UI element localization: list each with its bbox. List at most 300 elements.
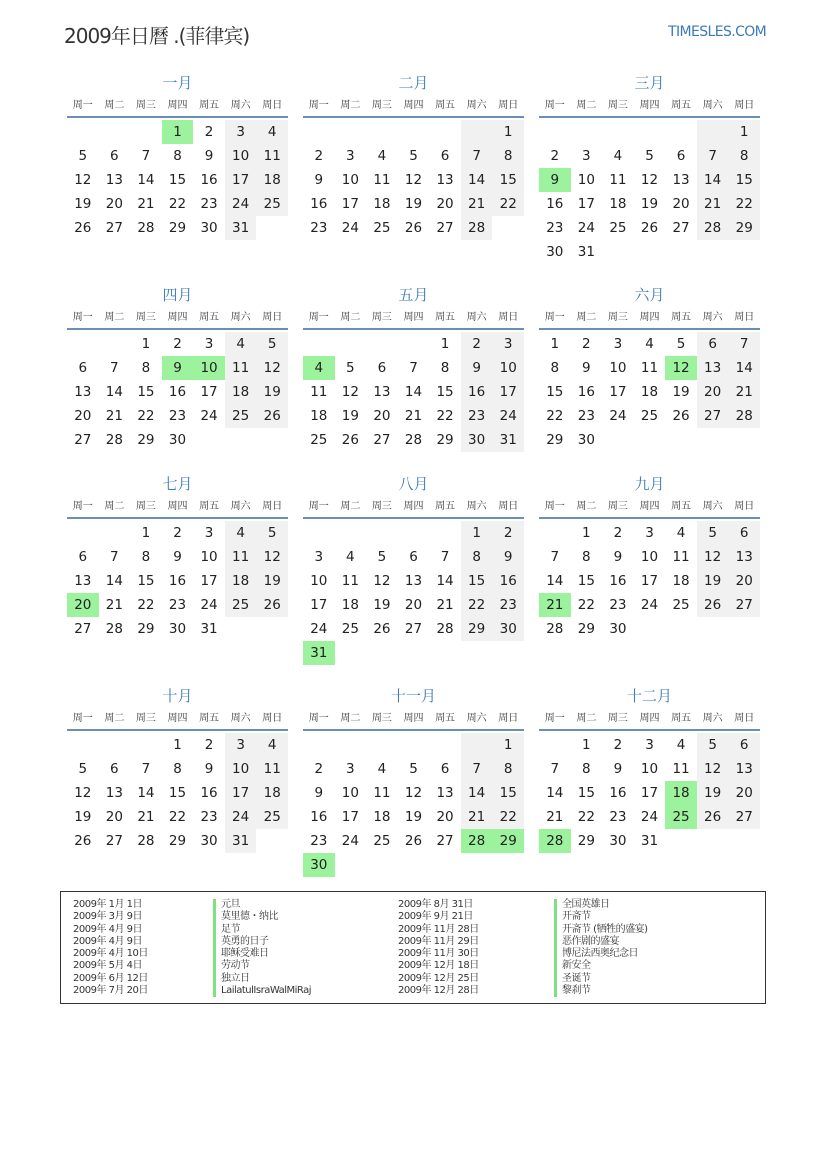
day-cell[interactable]: 6: [78, 549, 88, 565]
day-cell[interactable]: 28: [461, 216, 493, 240]
day-cell[interactable]: 12: [74, 785, 92, 801]
day-cell[interactable]: 9: [582, 360, 591, 376]
day-cell[interactable]: 17: [341, 809, 359, 825]
day-cell[interactable]: 24: [200, 408, 218, 424]
day-cell[interactable]: 28: [539, 829, 571, 853]
day-cell[interactable]: 20: [728, 781, 760, 805]
day-cell[interactable]: 17: [640, 573, 659, 589]
day-cell[interactable]: 7: [141, 761, 151, 777]
day-cell[interactable]: 29: [461, 617, 493, 641]
day-cell[interactable]: 8: [461, 545, 493, 569]
day-cell[interactable]: 30: [168, 621, 187, 637]
day-cell[interactable]: 8: [492, 144, 524, 168]
day-cell[interactable]: 11: [256, 144, 288, 168]
day-cell[interactable]: 21: [137, 196, 155, 212]
day-cell[interactable]: 10: [310, 573, 328, 589]
day-cell[interactable]: 4: [676, 525, 686, 541]
day-cell[interactable]: 2: [204, 124, 214, 140]
day-cell[interactable]: 25: [609, 220, 627, 236]
day-cell[interactable]: 17: [225, 168, 257, 192]
day-cell[interactable]: 26: [74, 833, 92, 849]
day-cell[interactable]: 6: [110, 148, 119, 164]
day-cell[interactable]: 11: [373, 172, 391, 188]
day-cell[interactable]: 16: [168, 573, 187, 589]
day-cell[interactable]: 2: [550, 148, 560, 164]
day-cell[interactable]: 13: [373, 384, 391, 400]
day-cell[interactable]: 12: [341, 384, 359, 400]
day-cell[interactable]: 21: [137, 809, 155, 825]
day-cell[interactable]: 15: [577, 785, 595, 801]
day-cell[interactable]: 4: [377, 148, 387, 164]
day-cell[interactable]: 7: [110, 549, 119, 565]
day-cell[interactable]: 15: [168, 172, 187, 188]
day-cell[interactable]: 29: [492, 829, 524, 853]
day-cell[interactable]: 17: [200, 573, 218, 589]
day-cell[interactable]: 8: [550, 360, 560, 376]
day-cell[interactable]: 7: [461, 144, 493, 168]
day-cell[interactable]: 7: [728, 332, 760, 356]
day-cell[interactable]: 10: [609, 360, 627, 376]
day-cell[interactable]: 14: [105, 384, 123, 400]
day-cell[interactable]: 3: [582, 148, 591, 164]
day-cell[interactable]: 5: [78, 148, 88, 164]
day-cell[interactable]: 14: [461, 781, 493, 805]
day-cell[interactable]: 3: [645, 525, 654, 541]
day-cell[interactable]: 13: [74, 384, 92, 400]
day-cell[interactable]: 7: [440, 549, 450, 565]
day-cell[interactable]: 18: [373, 196, 391, 212]
day-cell[interactable]: 16: [200, 172, 218, 188]
day-cell[interactable]: 19: [404, 809, 423, 825]
day-cell[interactable]: 14: [546, 573, 564, 589]
day-cell[interactable]: 24: [225, 805, 257, 829]
day-cell[interactable]: 14: [436, 573, 454, 589]
day-cell[interactable]: 3: [225, 733, 257, 757]
day-cell[interactable]: 12: [697, 545, 729, 569]
day-cell[interactable]: 13: [436, 785, 454, 801]
day-cell[interactable]: 6: [676, 148, 686, 164]
day-cell[interactable]: 22: [728, 192, 760, 216]
day-cell[interactable]: 8: [582, 761, 591, 777]
day-cell[interactable]: 25: [672, 597, 690, 613]
day-cell[interactable]: 21: [105, 408, 123, 424]
day-cell[interactable]: 12: [373, 573, 391, 589]
day-cell[interactable]: 30: [200, 833, 218, 849]
day-cell[interactable]: 24: [341, 833, 359, 849]
day-cell[interactable]: 5: [697, 733, 729, 757]
day-cell[interactable]: 26: [341, 432, 359, 448]
day-cell[interactable]: 14: [697, 168, 729, 192]
day-cell[interactable]: 23: [461, 404, 493, 428]
day-cell[interactable]: 29: [577, 621, 595, 637]
day-cell[interactable]: 28: [697, 216, 729, 240]
day-cell[interactable]: 6: [440, 148, 450, 164]
day-cell[interactable]: 21: [728, 380, 760, 404]
day-cell[interactable]: 24: [609, 408, 627, 424]
day-cell[interactable]: 29: [436, 432, 454, 448]
day-cell[interactable]: 4: [645, 336, 654, 352]
day-cell[interactable]: 3: [225, 120, 257, 144]
day-cell[interactable]: 13: [74, 573, 92, 589]
day-cell[interactable]: 15: [728, 168, 760, 192]
day-cell[interactable]: 13: [728, 757, 760, 781]
day-cell[interactable]: 25: [373, 220, 391, 236]
day-cell[interactable]: 3: [492, 332, 524, 356]
day-cell[interactable]: 16: [492, 569, 524, 593]
day-cell[interactable]: 17: [492, 380, 524, 404]
day-cell[interactable]: 27: [105, 220, 123, 236]
day-cell[interactable]: 15: [461, 569, 493, 593]
day-cell[interactable]: 26: [640, 220, 659, 236]
day-cell[interactable]: 24: [640, 597, 659, 613]
day-cell[interactable]: 20: [67, 593, 99, 617]
day-cell[interactable]: 9: [173, 549, 182, 565]
day-cell[interactable]: 3: [204, 336, 214, 352]
day-cell[interactable]: 1: [550, 336, 560, 352]
day-cell[interactable]: 19: [74, 809, 92, 825]
day-cell[interactable]: 30: [609, 621, 627, 637]
day-cell[interactable]: 19: [74, 196, 92, 212]
day-cell[interactable]: 2: [314, 761, 324, 777]
day-cell[interactable]: 21: [461, 805, 493, 829]
day-cell[interactable]: 17: [225, 781, 257, 805]
day-cell[interactable]: 28: [105, 432, 123, 448]
day-cell[interactable]: 23: [546, 220, 564, 236]
day-cell[interactable]: 9: [204, 761, 214, 777]
day-cell[interactable]: 3: [645, 737, 654, 753]
day-cell[interactable]: 12: [74, 172, 92, 188]
day-cell[interactable]: 9: [314, 172, 324, 188]
day-cell[interactable]: 7: [550, 761, 560, 777]
day-cell[interactable]: 30: [168, 432, 187, 448]
day-cell[interactable]: 7: [697, 144, 729, 168]
day-cell[interactable]: 30: [492, 617, 524, 641]
day-cell[interactable]: 18: [310, 408, 328, 424]
day-cell[interactable]: 7: [550, 549, 560, 565]
day-cell[interactable]: 26: [256, 593, 288, 617]
day-cell[interactable]: 8: [492, 757, 524, 781]
day-cell[interactable]: 29: [577, 833, 595, 849]
day-cell[interactable]: 12: [665, 356, 697, 380]
day-cell[interactable]: 3: [346, 148, 355, 164]
day-cell[interactable]: 11: [256, 757, 288, 781]
day-cell[interactable]: 3: [314, 549, 324, 565]
day-cell[interactable]: 20: [697, 380, 729, 404]
day-cell[interactable]: 23: [609, 597, 627, 613]
day-cell[interactable]: 26: [697, 805, 729, 829]
day-cell[interactable]: 29: [137, 621, 155, 637]
day-cell[interactable]: 12: [640, 172, 659, 188]
site-logo[interactable]: TIMESLES.COM: [668, 24, 767, 40]
day-cell[interactable]: 30: [546, 244, 564, 260]
day-cell[interactable]: 23: [168, 408, 187, 424]
day-cell[interactable]: 1: [582, 525, 591, 541]
day-cell[interactable]: 2: [582, 336, 591, 352]
day-cell[interactable]: 23: [200, 196, 218, 212]
day-cell[interactable]: 22: [577, 809, 595, 825]
day-cell[interactable]: 20: [436, 196, 454, 212]
day-cell[interactable]: 15: [546, 384, 564, 400]
day-cell[interactable]: 26: [672, 408, 690, 424]
day-cell[interactable]: 3: [613, 336, 623, 352]
day-cell[interactable]: 20: [404, 597, 423, 613]
day-cell[interactable]: 31: [492, 428, 524, 452]
day-cell[interactable]: 30: [303, 853, 335, 877]
day-cell[interactable]: 27: [74, 621, 92, 637]
day-cell[interactable]: 22: [168, 196, 187, 212]
day-cell[interactable]: 8: [141, 360, 151, 376]
day-cell[interactable]: 25: [373, 833, 391, 849]
day-cell[interactable]: 1: [461, 521, 493, 545]
day-cell[interactable]: 22: [137, 408, 155, 424]
day-cell[interactable]: 28: [436, 621, 454, 637]
day-cell[interactable]: 16: [461, 380, 493, 404]
day-cell[interactable]: 24: [200, 597, 218, 613]
day-cell[interactable]: 10: [225, 757, 257, 781]
day-cell[interactable]: 10: [341, 785, 359, 801]
day-cell[interactable]: 19: [341, 408, 359, 424]
day-cell[interactable]: 4: [346, 549, 355, 565]
day-cell[interactable]: 27: [728, 593, 760, 617]
day-cell[interactable]: 20: [672, 196, 690, 212]
day-cell[interactable]: 15: [137, 384, 155, 400]
day-cell[interactable]: 7: [409, 360, 418, 376]
day-cell[interactable]: 31: [225, 829, 257, 853]
day-cell[interactable]: 17: [200, 384, 218, 400]
day-cell[interactable]: 27: [436, 220, 454, 236]
day-cell[interactable]: 18: [373, 809, 391, 825]
day-cell[interactable]: 22: [577, 597, 595, 613]
day-cell[interactable]: 13: [404, 573, 423, 589]
day-cell[interactable]: 23: [577, 408, 595, 424]
day-cell[interactable]: 4: [256, 733, 288, 757]
day-cell[interactable]: 19: [256, 569, 288, 593]
day-cell[interactable]: 21: [546, 809, 564, 825]
day-cell[interactable]: 31: [577, 244, 595, 260]
day-cell[interactable]: 15: [168, 785, 187, 801]
day-cell[interactable]: 5: [676, 336, 686, 352]
day-cell[interactable]: 27: [74, 432, 92, 448]
day-cell[interactable]: 30: [577, 432, 595, 448]
day-cell[interactable]: 25: [310, 432, 328, 448]
day-cell[interactable]: 11: [341, 573, 359, 589]
day-cell[interactable]: 11: [225, 356, 257, 380]
day-cell[interactable]: 9: [162, 356, 194, 380]
day-cell[interactable]: 26: [404, 833, 423, 849]
day-cell[interactable]: 11: [640, 360, 659, 376]
day-cell[interactable]: 28: [137, 833, 155, 849]
day-cell[interactable]: 8: [173, 761, 182, 777]
day-cell[interactable]: 15: [492, 781, 524, 805]
day-cell[interactable]: 30: [609, 833, 627, 849]
day-cell[interactable]: 14: [728, 356, 760, 380]
day-cell[interactable]: 13: [728, 545, 760, 569]
day-cell[interactable]: 15: [137, 573, 155, 589]
day-cell[interactable]: 19: [404, 196, 423, 212]
day-cell[interactable]: 20: [373, 408, 391, 424]
day-cell[interactable]: 1: [162, 120, 194, 144]
day-cell[interactable]: 1: [492, 733, 524, 757]
day-cell[interactable]: 2: [173, 525, 182, 541]
day-cell[interactable]: 26: [404, 220, 423, 236]
day-cell[interactable]: 24: [492, 404, 524, 428]
day-cell[interactable]: 23: [168, 597, 187, 613]
day-cell[interactable]: 14: [404, 384, 423, 400]
day-cell[interactable]: 5: [645, 148, 654, 164]
day-cell[interactable]: 18: [341, 597, 359, 613]
day-cell[interactable]: 26: [74, 220, 92, 236]
day-cell[interactable]: 18: [609, 196, 627, 212]
day-cell[interactable]: 28: [105, 621, 123, 637]
day-cell[interactable]: 14: [137, 785, 155, 801]
day-cell[interactable]: 11: [672, 549, 690, 565]
day-cell[interactable]: 17: [341, 196, 359, 212]
day-cell[interactable]: 20: [728, 569, 760, 593]
day-cell[interactable]: 21: [461, 192, 493, 216]
day-cell[interactable]: 16: [310, 809, 328, 825]
day-cell[interactable]: 29: [728, 216, 760, 240]
day-cell[interactable]: 16: [310, 196, 328, 212]
day-cell[interactable]: 24: [310, 621, 328, 637]
day-cell[interactable]: 14: [137, 172, 155, 188]
day-cell[interactable]: 24: [640, 809, 659, 825]
day-cell[interactable]: 28: [404, 432, 423, 448]
day-cell[interactable]: 28: [728, 404, 760, 428]
day-cell[interactable]: 20: [74, 408, 92, 424]
day-cell[interactable]: 2: [204, 737, 214, 753]
day-cell[interactable]: 10: [225, 144, 257, 168]
day-cell[interactable]: 27: [404, 621, 423, 637]
day-cell[interactable]: 18: [225, 569, 257, 593]
day-cell[interactable]: 2: [173, 336, 182, 352]
day-cell[interactable]: 22: [137, 597, 155, 613]
day-cell[interactable]: 12: [404, 172, 423, 188]
day-cell[interactable]: 25: [665, 805, 697, 829]
day-cell[interactable]: 27: [697, 404, 729, 428]
day-cell[interactable]: 27: [105, 833, 123, 849]
day-cell[interactable]: 14: [461, 168, 493, 192]
day-cell[interactable]: 19: [672, 384, 690, 400]
day-cell[interactable]: 10: [341, 172, 359, 188]
day-cell[interactable]: 18: [665, 781, 697, 805]
day-cell[interactable]: 26: [373, 621, 391, 637]
day-cell[interactable]: 10: [200, 549, 218, 565]
day-cell[interactable]: 19: [697, 569, 729, 593]
day-cell[interactable]: 8: [173, 148, 182, 164]
day-cell[interactable]: 30: [461, 428, 493, 452]
day-cell[interactable]: 9: [613, 549, 623, 565]
day-cell[interactable]: 15: [492, 168, 524, 192]
day-cell[interactable]: 18: [640, 384, 659, 400]
day-cell[interactable]: 12: [404, 785, 423, 801]
day-cell[interactable]: 19: [697, 781, 729, 805]
day-cell[interactable]: 10: [193, 356, 225, 380]
day-cell[interactable]: 3: [204, 525, 214, 541]
day-cell[interactable]: 13: [105, 172, 123, 188]
day-cell[interactable]: 21: [404, 408, 423, 424]
day-cell[interactable]: 16: [200, 785, 218, 801]
day-cell[interactable]: 7: [141, 148, 151, 164]
day-cell[interactable]: 5: [256, 521, 288, 545]
day-cell[interactable]: 27: [373, 432, 391, 448]
day-cell[interactable]: 21: [539, 593, 571, 617]
day-cell[interactable]: 6: [110, 761, 119, 777]
day-cell[interactable]: 2: [314, 148, 324, 164]
day-cell[interactable]: 21: [105, 597, 123, 613]
day-cell[interactable]: 5: [78, 761, 88, 777]
day-cell[interactable]: 1: [728, 120, 760, 144]
day-cell[interactable]: 30: [200, 220, 218, 236]
day-cell[interactable]: 4: [225, 332, 257, 356]
day-cell[interactable]: 27: [728, 805, 760, 829]
day-cell[interactable]: 21: [436, 597, 454, 613]
day-cell[interactable]: 3: [346, 761, 355, 777]
day-cell[interactable]: 24: [341, 220, 359, 236]
day-cell[interactable]: 5: [256, 332, 288, 356]
day-cell[interactable]: 17: [640, 785, 659, 801]
day-cell[interactable]: 8: [728, 144, 760, 168]
day-cell[interactable]: 9: [613, 761, 623, 777]
day-cell[interactable]: 28: [461, 829, 493, 853]
day-cell[interactable]: 4: [303, 356, 335, 380]
day-cell[interactable]: 16: [546, 196, 564, 212]
day-cell[interactable]: 31: [303, 641, 335, 665]
day-cell[interactable]: 5: [346, 360, 355, 376]
day-cell[interactable]: 1: [440, 336, 450, 352]
day-cell[interactable]: 11: [310, 384, 328, 400]
day-cell[interactable]: 6: [728, 521, 760, 545]
day-cell[interactable]: 23: [200, 809, 218, 825]
day-cell[interactable]: 16: [168, 384, 187, 400]
day-cell[interactable]: 13: [697, 356, 729, 380]
day-cell[interactable]: 31: [225, 216, 257, 240]
day-cell[interactable]: 27: [672, 220, 690, 236]
day-cell[interactable]: 15: [436, 384, 454, 400]
day-cell[interactable]: 1: [492, 120, 524, 144]
day-cell[interactable]: 1: [582, 737, 591, 753]
day-cell[interactable]: 5: [377, 549, 387, 565]
day-cell[interactable]: 19: [256, 380, 288, 404]
day-cell[interactable]: 1: [173, 737, 182, 753]
day-cell[interactable]: 13: [105, 785, 123, 801]
day-cell[interactable]: 23: [609, 809, 627, 825]
day-cell[interactable]: 2: [461, 332, 493, 356]
day-cell[interactable]: 17: [310, 597, 328, 613]
day-cell[interactable]: 5: [409, 148, 418, 164]
day-cell[interactable]: 7: [461, 757, 493, 781]
day-cell[interactable]: 12: [256, 356, 288, 380]
day-cell[interactable]: 28: [546, 621, 564, 637]
day-cell[interactable]: 11: [225, 545, 257, 569]
day-cell[interactable]: 14: [546, 785, 564, 801]
day-cell[interactable]: 5: [409, 761, 418, 777]
day-cell[interactable]: 16: [609, 573, 627, 589]
day-cell[interactable]: 4: [225, 521, 257, 545]
day-cell[interactable]: 9: [492, 545, 524, 569]
day-cell[interactable]: 10: [640, 761, 659, 777]
day-cell[interactable]: 17: [577, 196, 595, 212]
day-cell[interactable]: 22: [492, 192, 524, 216]
day-cell[interactable]: 2: [492, 521, 524, 545]
day-cell[interactable]: 17: [609, 384, 627, 400]
day-cell[interactable]: 13: [672, 172, 690, 188]
day-cell[interactable]: 31: [200, 621, 218, 637]
day-cell[interactable]: 19: [373, 597, 391, 613]
day-cell[interactable]: 27: [436, 833, 454, 849]
day-cell[interactable]: 9: [461, 356, 493, 380]
day-cell[interactable]: 25: [225, 404, 257, 428]
day-cell[interactable]: 25: [225, 593, 257, 617]
